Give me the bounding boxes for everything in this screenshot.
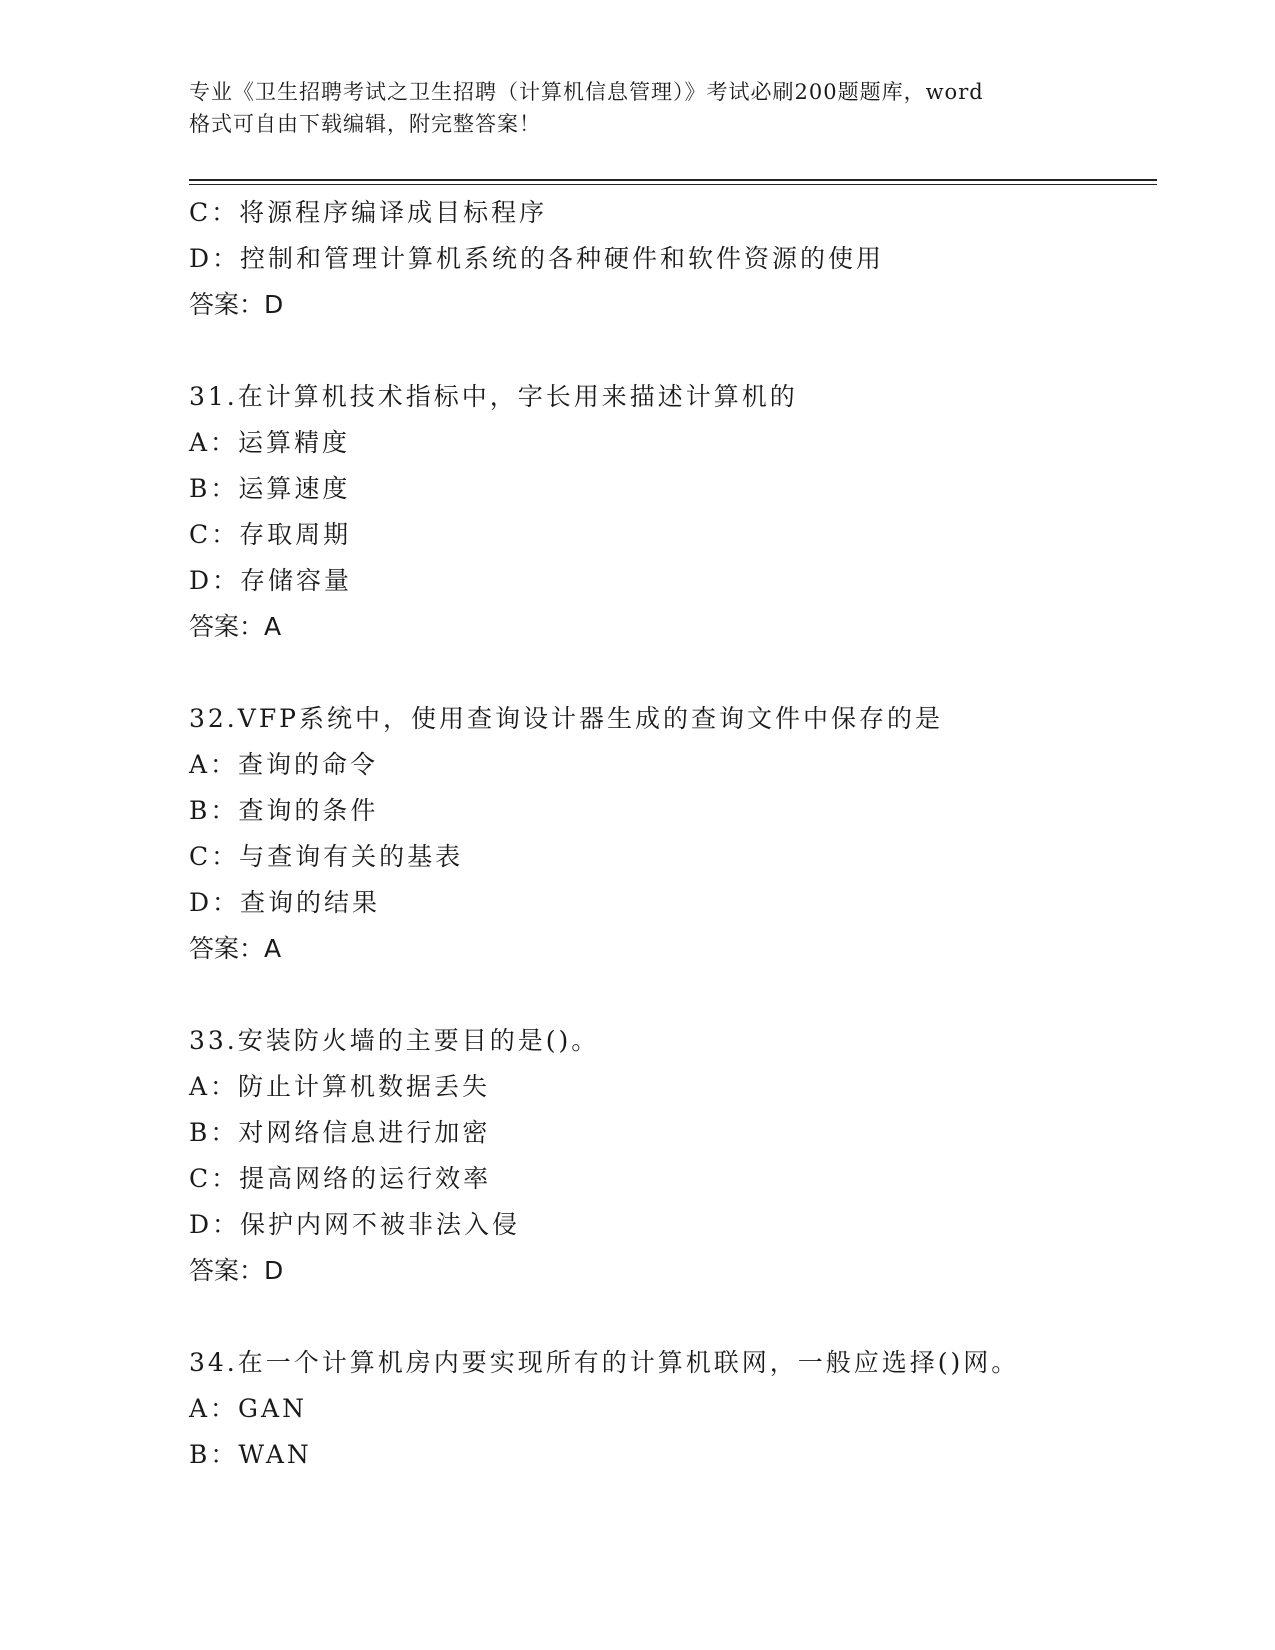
option-a: A：查询的命令 (189, 750, 379, 779)
option-d: D：查询的结果 (189, 888, 381, 917)
question-stem: 34.在一个计算机房内要实现所有的计算机联网，一般应选择()网。 (189, 1348, 1020, 1377)
answer-line: 答案：A (189, 934, 282, 963)
question-partial (189, 190, 1157, 328)
spacer (189, 972, 1157, 1018)
document-header (189, 76, 1089, 140)
option-c: C：将源程序编译成目标程序 (189, 198, 548, 227)
option-a: A：防止计算机数据丢失 (189, 1072, 491, 1101)
option-b: B：对网络信息进行加密 (189, 1118, 491, 1147)
option-d: D：保护内网不被非法入侵 (189, 1210, 521, 1239)
option-b: B：WAN (189, 1440, 312, 1469)
answer-line: 答案：D (189, 1256, 284, 1285)
question-33 (189, 1018, 1157, 1294)
option-d: D：存储容量 (189, 566, 353, 595)
question-31 (189, 374, 1157, 650)
option-c: C：存取周期 (189, 520, 352, 549)
header-rule-thin (189, 184, 1157, 185)
header-rule-thick (189, 179, 1157, 181)
question-32 (189, 696, 1157, 972)
option-c: C：提高网络的运行效率 (189, 1164, 492, 1193)
question-34 (189, 1340, 1157, 1478)
question-list (189, 190, 1157, 1478)
answer-line: 答案：A (189, 612, 282, 641)
header-title-line-2: 格式可自由下载编辑，附完整答案！ (189, 112, 541, 136)
option-a: A：GAN (189, 1394, 307, 1423)
option-b: B：运算速度 (189, 474, 351, 503)
option-b: B：查询的条件 (189, 796, 379, 825)
header-title-line-1: 专业《卫生招聘考试之卫生招聘（计算机信息管理）》考试必刷200题题库，word (189, 80, 984, 104)
option-d: D：控制和管理计算机系统的各种硬件和软件资源的使用 (189, 244, 885, 273)
option-a: A：运算精度 (189, 428, 351, 457)
question-stem: 33.安装防火墙的主要目的是()。 (189, 1026, 600, 1055)
spacer (189, 1294, 1157, 1340)
option-c: C：与查询有关的基表 (189, 842, 464, 871)
spacer (189, 650, 1157, 696)
spacer (189, 328, 1157, 374)
question-stem: 32.VFP系统中，使用查询设计器生成的查询文件中保存的是 (189, 704, 943, 733)
answer-line: 答案：D (189, 290, 284, 319)
question-stem: 31.在计算机技术指标中，字长用来描述计算机的 (189, 382, 798, 411)
